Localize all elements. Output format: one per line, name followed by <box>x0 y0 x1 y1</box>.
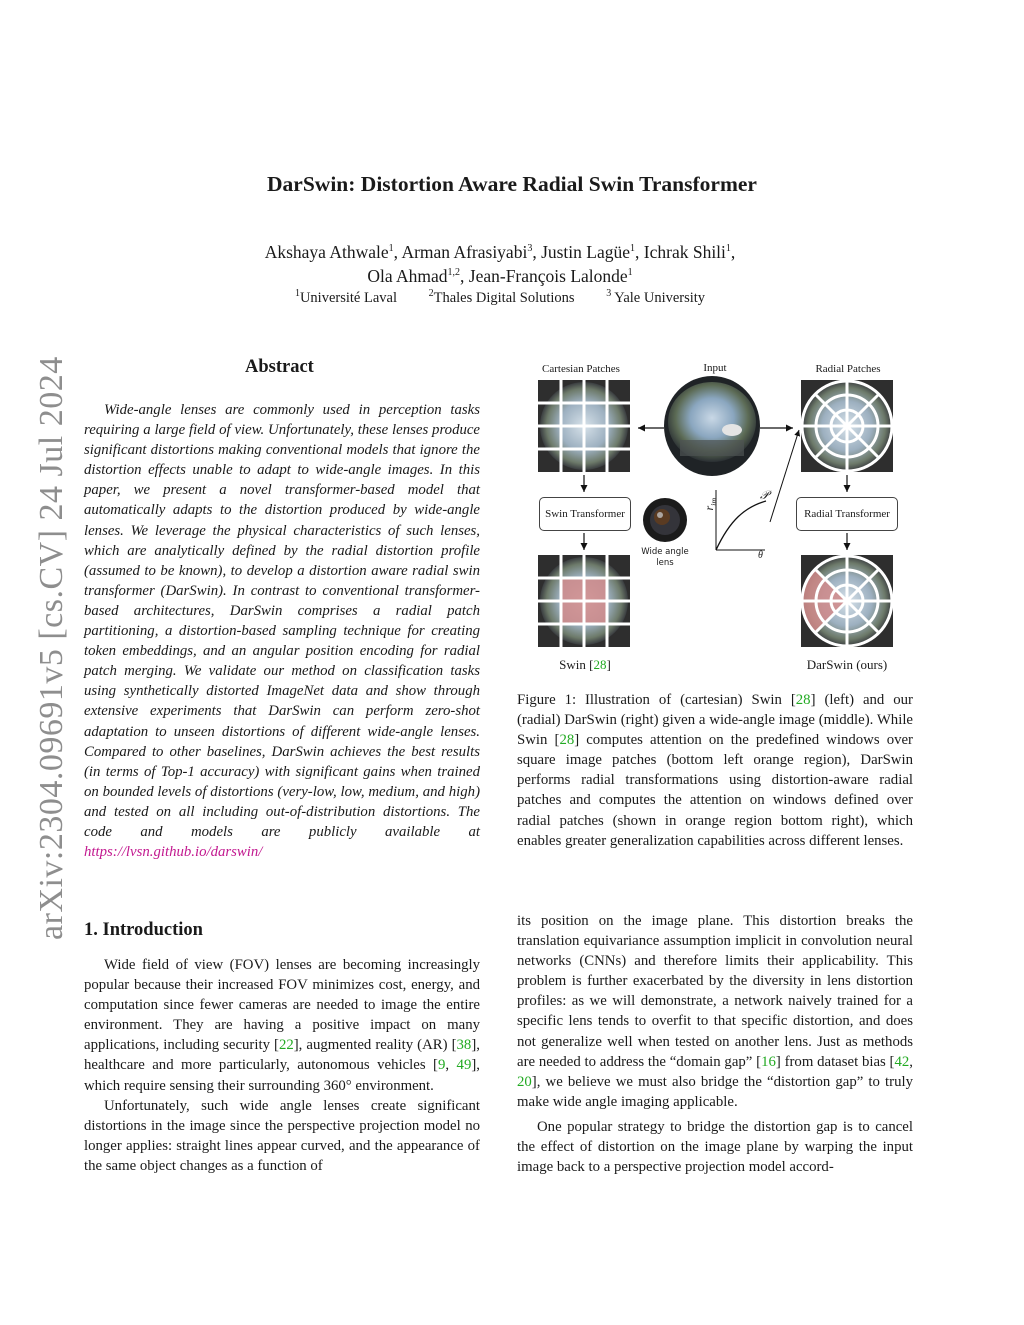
section-heading-introduction: 1. Introduction <box>84 920 203 940</box>
label-radial-patches: Radial Patches <box>815 363 881 375</box>
label-input: Input <box>703 362 727 374</box>
citation-link[interactable]: 28 <box>795 692 811 708</box>
abstract-body <box>84 400 480 862</box>
lens-icon <box>643 498 687 542</box>
plot-y-label: $r_{im}$ <box>702 497 719 511</box>
author-affil-sup: 1 <box>627 267 633 279</box>
distortion-profile-plot <box>716 490 766 550</box>
author-name: Akshaya Athwale <box>264 242 389 262</box>
affiliation: $^3$ Yale University <box>606 288 706 306</box>
author-name: Jean-François Lalonde <box>468 266 628 286</box>
author-name: Justin Lagüe <box>541 242 631 262</box>
citation-link[interactable]: 42 <box>894 1053 910 1070</box>
subfigure-label-darswin: DarSwin (ours) <box>806 657 888 672</box>
plot-curve-label: 𝒫 <box>760 488 769 502</box>
affiliation: $^2$Thales Digital Solutions <box>428 288 575 306</box>
author-affil-sup: 1 <box>630 243 636 255</box>
author-list: Akshaya Athwale$^1$, Arman Afrasiyabi$^3$, Justin Lagüe$^1$, Ichrak Shili$^1$, Ola Ahmad$^{1,2}$, Jean-François Lalonde$^1$ <box>264 242 736 286</box>
author-affil-sup: 1 <box>388 243 394 255</box>
author-affil-sup: 1 <box>725 243 731 255</box>
citation-link[interactable]: 22 <box>278 1037 294 1054</box>
arrow-plot-to-radial <box>770 430 799 522</box>
author-name: Arman Afrasiyabi <box>401 242 528 262</box>
author-name: Ola Ahmad <box>367 266 448 286</box>
citation-link[interactable]: 16 <box>761 1053 776 1070</box>
author-affil-sup: 3 <box>527 243 533 255</box>
abstract-text: Wide-angle lenses are commonly used in perception tasks requiring a large field of view. Unfortunately, these lenses produce significant distortions making conventional models that ignore the distortion effects unable to adapt to wide-angle images. In this paper, we present a novel transformer-based model that automatically adapts to the distortion produced by wide-angle lenses. We leverage the physical characteristics of such lenses, which are analytically defined by the radial distortion profile (assumed to be known), to develop a distortion aware radial swin transformer (DarSwin). In contrast to conventional transformer-based architectures, DarSwin comprises a radial patch partitioning, a distortion-based sampling technique for creating token embeddings, and an angular position encoding for radial patch merging. We validate our method on classification tasks using synthetically distorted ImageNet data and show through extensive experiments that DarSwin can perform zero-shot adaptation to unseen distortions of different wide-angle lenses. Compared to other baselines, DarSwin achieves the best results (in terms of Top-1 accuracy) with significant gains when trained on bounded levels of distortions (very-low, low, medium, and high) and tested on all including out-of-distribution distortions. The code and models are publicly available at <box>84 402 480 840</box>
citation-link[interactable]: 49 <box>456 1057 472 1074</box>
citation-link[interactable]: 28 <box>559 732 575 749</box>
radial-transformer-box: Radial Transformer <box>796 497 898 531</box>
introduction-left-column <box>84 955 480 1176</box>
label-cartesian-patches: Cartesian Patches <box>542 363 620 375</box>
abstract-heading: Abstract <box>245 357 314 377</box>
cartesian-patch-grid-bottom <box>538 555 630 647</box>
author-name: Ichrak Shili <box>643 242 726 262</box>
cartesian-patch-grid-top <box>538 380 630 472</box>
introduction-right-column <box>517 911 913 1177</box>
author-affil-sup: 1,2 <box>447 267 461 279</box>
input-fisheye-image <box>664 376 760 476</box>
project-link[interactable]: https://lvsn.github.io/darswin/ <box>84 844 263 861</box>
paragraph: its position on the image plane. This distortion breaks the translation equivariance assumption implicit in convolution neural networks (CNNs) and therefore limits their applicability. This problem is further exacerbated by the diversity in lens distortion profiles: as we will demonstrate, a network naively trained for a specific lens tends to overfit to that specific distortion, and does not generalize well when tested on another lens. Just as methods are needed to address the “domain gap” [16] from dataset bias [42, 20], we believe we must also bridge the “distortion gap” to truly make wide angle imaging applicable. <box>517 913 913 1110</box>
subfigure-label-swin: Swin [28] <box>559 657 611 672</box>
radial-patch-disc-bottom <box>801 555 893 647</box>
figure-1 <box>520 360 920 680</box>
plot-x-label: θ <box>758 550 763 561</box>
citation-link[interactable]: 38 <box>456 1037 472 1054</box>
paragraph: Unfortunately, such wide angle lenses create significant distortions in the image since the perspective projection model no longer applies: straight lines appear curved, and the appearance of the same object changes as a function of <box>84 1097 480 1174</box>
radial-patch-disc-top <box>801 380 893 472</box>
figure-caption: Figure 1: Illustration of (cartesian) Swin [28] (left) and our (radial) DarSwin (right) given a wide-angle image (middle). While Swin [28] computes attention on the predefined windows over square image patches (bottom left orange region), DarSwin performs radial transformations using distortion-aware radial patches and computes the attention on windows defined over radial patches (shown in orange region bottom right), which enables greater generalization capabilities across different lenses. <box>517 692 913 849</box>
citation-link[interactable]: 9 <box>437 1057 446 1074</box>
swin-transformer-box: Swin Transformer <box>539 497 631 531</box>
lens-label: Wide angle lens <box>641 547 689 568</box>
citation-link[interactable]: 20 <box>517 1073 532 1090</box>
paragraph: One popular strategy to bridge the distortion gap is to cancel the effect of distortion on the image plane by warping the input image back to a perspective projection model accord- <box>517 1118 913 1176</box>
paragraph: Wide field of view (FOV) lenses are becoming increasingly popular because their increased FOV minimizes cost, energy, and computation since fewer cameras are needed to image the entire environment. They are having a positive impact on many applications, including security [22], augmented reality (AR) [38], healthcare and more particularly, autonomous vehicles [9, 49], which require sensing their surrounding 360° environment. <box>84 957 480 1094</box>
affiliation: $^1$Université Laval <box>294 288 397 306</box>
affiliation-list <box>0 290 1000 307</box>
citation-link[interactable]: 28 <box>593 657 607 672</box>
paper-title: DarSwin: Distortion Aware Radial Swin Transformer <box>267 172 757 196</box>
arxiv-side-stamp: arXiv:2304.09691v5 [cs.CV] 24 Jul 2024 <box>33 356 70 940</box>
